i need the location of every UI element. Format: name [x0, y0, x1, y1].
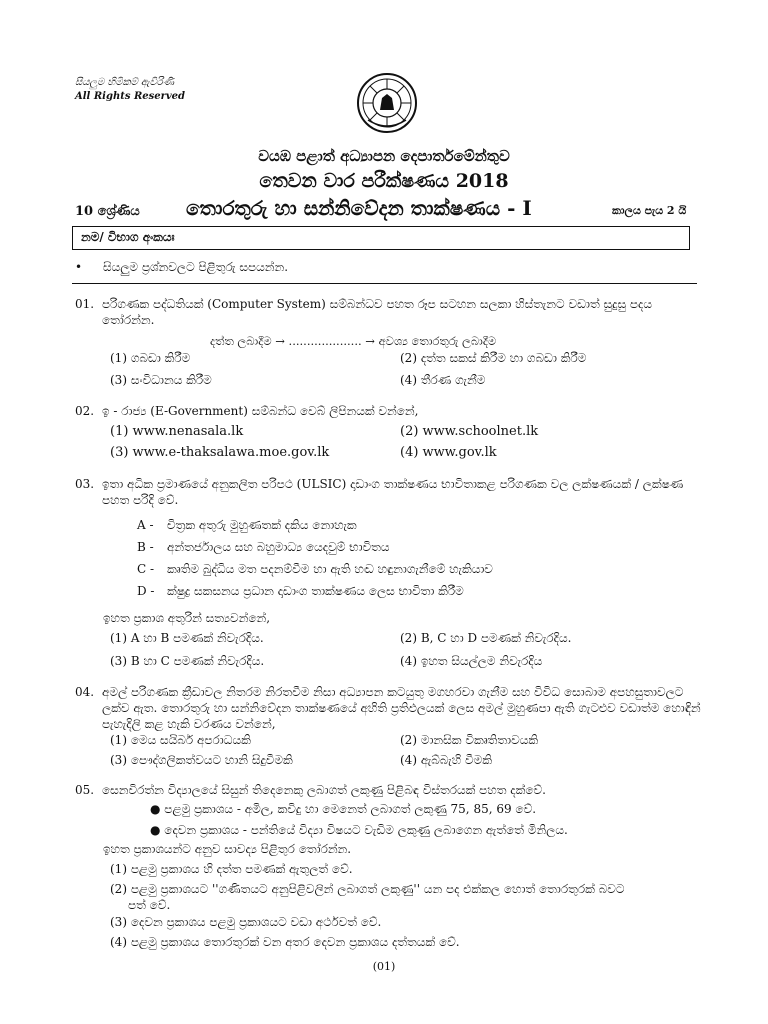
option[interactable]: (4) පළමු ප්‍රකාශය තොරතුරක් වන අතර දෙවන ප්‍රකාශය දත්තයක් වේ. [110, 935, 460, 949]
option[interactable]: (4) www.gov.lk [400, 445, 497, 460]
question-text: ඉතා අධික ප්‍රමාණයේ අනුකලිත පරිපථ (ULSIC) දාඩාංග තාක්ෂණය භාවිතාකළ පරිගණක වල ලක්ෂණයක් / ලක්ෂණ පහත පරිදි වේ. [102, 477, 684, 507]
statement-b: B - අන්තර්ජාලය සහ බහුමාධ්‍ය යෙදවුම් භාවිතය [137, 540, 390, 554]
question-5 [75, 782, 705, 798]
question-number: 01. [75, 297, 95, 311]
option[interactable]: (1) ගබඩා කිරීම [110, 351, 191, 365]
divider [72, 283, 697, 284]
question-number: 05. [75, 783, 95, 797]
rights-line-sinhala: සියලුම හිමිකම් ඇවිරිණි [75, 77, 175, 88]
option[interactable]: (1) මෙය සයිබර් අපරාධයකි [110, 733, 251, 747]
grade-label: 10 ශ්‍රේණිය [75, 204, 140, 219]
question-number: 03. [75, 477, 95, 491]
question-text: පරිගණක පද්ධතියක් (Computer System) සම්බන්ධව පහත රූප සටහන සලකා හිස්තැනට වඩාත් සුදුසු පදය තෝරන්න. [102, 297, 652, 327]
name-index-field[interactable] [72, 226, 690, 250]
option[interactable]: (2) දත්ත සකස් කිරීම හා ගබඩා කිරීම [400, 351, 587, 365]
bullet-icon: • [75, 260, 83, 274]
statement-d: D - ක්ෂුද්‍ර සකසනය ප්‍රධාන දාඩාංග තාක්ෂණය ලෙස භාවිතා කිරීම [137, 584, 464, 598]
question-text: ඉ - රාජ්‍ය (E-Government) සම්බන්ධ වෙබ් ලිපිනයක් වන්නේ, [102, 404, 419, 418]
statement-a: A - චිත්‍රක අතුරු මුහුණතක් දකිය නොහැක [137, 518, 357, 532]
question-4 [75, 684, 705, 732]
option[interactable]: (2) B, C හා D පමණක් නිවැරදිය. [400, 631, 572, 645]
option[interactable]: (3) දෙවන ප්‍රකාශය පළමු ප්‍රකාශයට වඩා අර්ථවත් වේ. [110, 915, 382, 929]
department-name: වයඹ පළාත් අධ්‍යාපන දෙපාර්තමේන්තුව [258, 147, 510, 165]
option[interactable]: (4) තීරණ ගැනීම [400, 373, 486, 387]
option[interactable]: (1) www.nenasala.lk [110, 424, 244, 439]
instruction [75, 260, 288, 275]
statement-c: C - කෘතිම බුද්ධිය මත පදනම්වීම හා ඇති හඬ හඳුනාගැනීමේ හැකියාව [137, 562, 493, 576]
name-field-label: නම/ විභාග අංකයඃ [81, 230, 175, 244]
question-number: 04. [75, 685, 95, 699]
bullet-icon: ● [150, 823, 165, 837]
page-number: (01) [372, 960, 396, 973]
bullet-icon: ● [150, 802, 165, 816]
time-label: කාලය පැය 2 යි [612, 204, 687, 217]
question-3 [75, 476, 705, 508]
flow-diagram: දත්ත ලබාදීම → .................... → අවශ්‍ය තොරතුරු ලබාදීම [210, 334, 497, 348]
question-prompt: ඉහත ප්‍රකාශයන්ට අනුව සාවද්‍ය පිළිතුර තෝරන්න. [103, 842, 352, 856]
option-continuation: පත් වේ. [128, 898, 171, 912]
option[interactable]: (3) B හා C පමණක් නිවැරදිය. [110, 654, 265, 668]
statement-2: ● දෙවන ප්‍රකාශය - පන්තියේ විද්‍යා විෂයට වැඩිම ලකුණු ලබාගෙන ඇත්තේ මිනිලය. [150, 823, 568, 837]
option[interactable]: (1) A හා B පමණක් නිවැරදිය. [110, 631, 264, 645]
question-text: අමල් පරිගණක ක්‍රීඩාවල නිතරම නිරතවීම නිසා අධ්‍යාපන කටයුතු මගහරවා ගැනීම සහ විවිධ සොබාම අපහසුතාවලට ලක්ව ඇත. තොරතුරු හා සන්නිවේදන තාක්ෂණයේ අහිති ප්‍රතිඵලයක් ලෙස අමල් මුහුණපා ඇති ගැටළුව වඩාත්ම හොඳින් පැහැදිලි කළ හැකි වරණය වන්නේ, [102, 685, 701, 731]
question-2 [75, 403, 705, 419]
option[interactable]: (2) www.schoolnet.lk [400, 424, 539, 439]
question-prompt: ඉහත ප්‍රකාශ අතුරින් සත්‍යවන්නේ, [103, 611, 271, 625]
option[interactable]: (4) ඇබ්බැහි වීමකි [400, 753, 492, 767]
option[interactable]: (2) පළමු ප්‍රකාශයට ''ගණිතයට අනුපිළිවලින් ලබාගත් ලකුණු'' යන පද එක්කල හොත් තොරතුරක් බවට [110, 882, 625, 896]
rights-notice [75, 76, 185, 104]
question-1 [75, 296, 705, 328]
rights-line-english: All Rights Reserved [75, 91, 186, 102]
option[interactable]: (4) ඉහත සියල්ලම නිවැරදිය [400, 654, 543, 668]
option[interactable]: (3) පෞද්ගලිකත්වයට හානි සිදුවීමකි [110, 753, 293, 767]
instruction-text: සියලුම ප්‍රශ්නවලට පිළිතුරු සපයන්න. [103, 260, 289, 274]
option[interactable]: (2) මානසික විකෘතිතාවයකි [400, 733, 539, 747]
exam-title: තෙවන වාර පරීක්ෂණය 2018 [259, 170, 509, 192]
statement-1: ● පළමු ප්‍රකාශය - අමිල, කවිදු හා මෙනෙත් ලබාගත් ලකුණු 75, 85, 69 වේ. [150, 802, 537, 816]
subject-title: තොරතුරු හා සන්නිවේදන තාක්ෂණය - I [186, 196, 532, 220]
option[interactable]: (3) www.e-thaksalawa.moe.gov.lk [110, 445, 330, 460]
emblem-icon [356, 72, 418, 134]
question-text: සෙනවිරත්න විද්‍යාලයේ සිසුන් තිදෙනෙකු ලබාගත් ලකුණු පිළිබඳ විස්තරයක් පහත දක්වේ. [102, 783, 546, 797]
option[interactable]: (3) සංවිධානය කිරීම [110, 373, 212, 387]
option[interactable]: (1) පළමු ප්‍රකාශය හි දත්ත පමණක් ඇතුලත් වේ. [110, 862, 353, 876]
question-number: 02. [75, 404, 95, 418]
